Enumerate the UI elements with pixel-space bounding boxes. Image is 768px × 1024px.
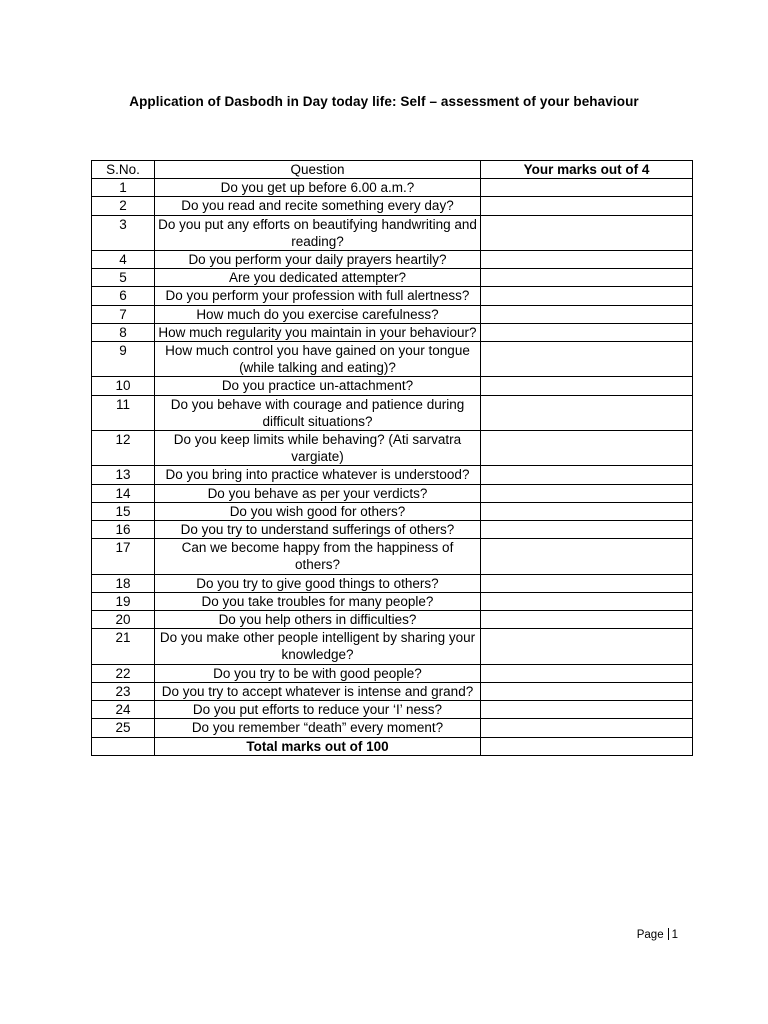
marks-cell[interactable] bbox=[481, 377, 693, 395]
table-row bbox=[92, 629, 693, 664]
marks-cell[interactable] bbox=[481, 521, 693, 539]
sno-cell: 14 bbox=[92, 484, 155, 502]
table-row bbox=[92, 215, 693, 250]
header-question: Question bbox=[155, 161, 481, 179]
sno-cell: 17 bbox=[92, 539, 155, 574]
question-cell: Do you help others in difficulties? bbox=[155, 611, 481, 629]
marks-cell[interactable] bbox=[481, 502, 693, 520]
marks-cell[interactable] bbox=[481, 251, 693, 269]
table-row bbox=[92, 323, 693, 341]
table-row bbox=[92, 719, 693, 737]
sno-cell: 4 bbox=[92, 251, 155, 269]
table-row bbox=[92, 466, 693, 484]
table-row bbox=[92, 682, 693, 700]
marks-cell[interactable] bbox=[481, 592, 693, 610]
table-row bbox=[92, 521, 693, 539]
marks-cell[interactable] bbox=[481, 539, 693, 574]
question-cell: Do you remember “death” every moment? bbox=[155, 719, 481, 737]
sno-cell: 23 bbox=[92, 682, 155, 700]
marks-cell[interactable] bbox=[481, 484, 693, 502]
question-cell: Do you bring into practice whatever is understood? bbox=[155, 466, 481, 484]
marks-cell[interactable] bbox=[481, 305, 693, 323]
question-cell: Do you behave with courage and patience during difficult situations? bbox=[155, 395, 481, 430]
question-cell: Can we become happy from the happiness of others? bbox=[155, 539, 481, 574]
question-cell: Do you practice un-attachment? bbox=[155, 377, 481, 395]
page-label: Page bbox=[636, 929, 664, 941]
assessment-table bbox=[91, 160, 693, 756]
question-cell: How much control you have gained on your tongue (while talking and eating)? bbox=[155, 342, 481, 377]
marks-cell[interactable] bbox=[481, 179, 693, 197]
marks-cell[interactable] bbox=[481, 269, 693, 287]
sno-cell: 10 bbox=[92, 377, 155, 395]
table-row bbox=[92, 502, 693, 520]
table-row bbox=[92, 592, 693, 610]
question-cell: How much regularity you maintain in your behaviour? bbox=[155, 323, 481, 341]
header-sno: S.No. bbox=[92, 161, 155, 179]
table-header-row bbox=[92, 161, 693, 179]
table-row bbox=[92, 269, 693, 287]
marks-cell[interactable] bbox=[481, 395, 693, 430]
question-cell: Do you put efforts to reduce your ‘I’ ness? bbox=[155, 701, 481, 719]
question-cell: Do you try to understand sufferings of others? bbox=[155, 521, 481, 539]
table-row bbox=[92, 287, 693, 305]
question-cell: Do you try to be with good people? bbox=[155, 664, 481, 682]
question-cell: Do you take troubles for many people? bbox=[155, 592, 481, 610]
sno-cell: 9 bbox=[92, 342, 155, 377]
table-row bbox=[92, 179, 693, 197]
marks-cell[interactable] bbox=[481, 574, 693, 592]
sno-cell: 13 bbox=[92, 466, 155, 484]
document-title: Application of Dasbodh in Day today life: Self – assessment of your behaviour bbox=[129, 94, 639, 109]
sno-cell: 6 bbox=[92, 287, 155, 305]
marks-cell[interactable] bbox=[481, 215, 693, 250]
sno-cell: 19 bbox=[92, 592, 155, 610]
question-cell: Are you dedicated attempter? bbox=[155, 269, 481, 287]
sno-cell: 2 bbox=[92, 197, 155, 215]
header-marks: Your marks out of 4 bbox=[481, 161, 693, 179]
sno-cell: 16 bbox=[92, 521, 155, 539]
sno-cell: 22 bbox=[92, 664, 155, 682]
question-cell: Do you make other people intelligent by sharing your knowledge? bbox=[155, 629, 481, 664]
total-row bbox=[92, 737, 693, 755]
table-row bbox=[92, 251, 693, 269]
table-row bbox=[92, 342, 693, 377]
table-row bbox=[92, 574, 693, 592]
sno-cell: 20 bbox=[92, 611, 155, 629]
question-cell: Do you put any efforts on beautifying handwriting and reading? bbox=[155, 215, 481, 250]
question-cell: Do you behave as per your verdicts? bbox=[155, 484, 481, 502]
marks-cell[interactable] bbox=[481, 682, 693, 700]
marks-cell[interactable] bbox=[481, 287, 693, 305]
page-footer bbox=[637, 928, 678, 941]
sno-cell: 24 bbox=[92, 701, 155, 719]
marks-cell[interactable] bbox=[481, 701, 693, 719]
table-row bbox=[92, 701, 693, 719]
marks-cell[interactable] bbox=[481, 664, 693, 682]
sno-cell: 15 bbox=[92, 502, 155, 520]
marks-cell[interactable] bbox=[481, 611, 693, 629]
table-row bbox=[92, 377, 693, 395]
sno-cell: 18 bbox=[92, 574, 155, 592]
question-cell: Do you wish good for others? bbox=[155, 502, 481, 520]
question-cell: Do you try to give good things to others? bbox=[155, 574, 481, 592]
question-cell: Do you try to accept whatever is intense and grand? bbox=[155, 682, 481, 700]
question-cell: Do you read and recite something every day? bbox=[155, 197, 481, 215]
table-row bbox=[92, 484, 693, 502]
sno-cell: 7 bbox=[92, 305, 155, 323]
question-cell: Do you keep limits while behaving? (Ati sarvatra vargiate) bbox=[155, 431, 481, 466]
question-cell: How much do you exercise carefulness? bbox=[155, 305, 481, 323]
marks-cell[interactable] bbox=[481, 629, 693, 664]
page-separator bbox=[668, 928, 669, 940]
marks-cell[interactable] bbox=[481, 323, 693, 341]
question-cell: Do you perform your daily prayers heartily? bbox=[155, 251, 481, 269]
marks-cell[interactable] bbox=[481, 719, 693, 737]
question-cell: Do you get up before 6.00 a.m.? bbox=[155, 179, 481, 197]
total-marks-cell[interactable] bbox=[481, 737, 693, 755]
marks-cell[interactable] bbox=[481, 342, 693, 377]
marks-cell[interactable] bbox=[481, 431, 693, 466]
sno-cell: 11 bbox=[92, 395, 155, 430]
question-cell: Do you perform your profession with full alertness? bbox=[155, 287, 481, 305]
sno-cell: 3 bbox=[92, 215, 155, 250]
table-row bbox=[92, 664, 693, 682]
table-row bbox=[92, 539, 693, 574]
table-row bbox=[92, 431, 693, 466]
sno-cell: 25 bbox=[92, 719, 155, 737]
table-row bbox=[92, 395, 693, 430]
total-sno-cell bbox=[92, 737, 155, 755]
sno-cell: 5 bbox=[92, 269, 155, 287]
sno-cell: 8 bbox=[92, 323, 155, 341]
table-body bbox=[92, 179, 693, 737]
table-row bbox=[92, 305, 693, 323]
sno-cell: 21 bbox=[92, 629, 155, 664]
sno-cell: 1 bbox=[92, 179, 155, 197]
table-row bbox=[92, 611, 693, 629]
page-number: 1 bbox=[671, 929, 678, 941]
sno-cell: 12 bbox=[92, 431, 155, 466]
table-row bbox=[92, 197, 693, 215]
marks-cell[interactable] bbox=[481, 197, 693, 215]
total-label: Total marks out of 100 bbox=[155, 737, 481, 755]
marks-cell[interactable] bbox=[481, 466, 693, 484]
